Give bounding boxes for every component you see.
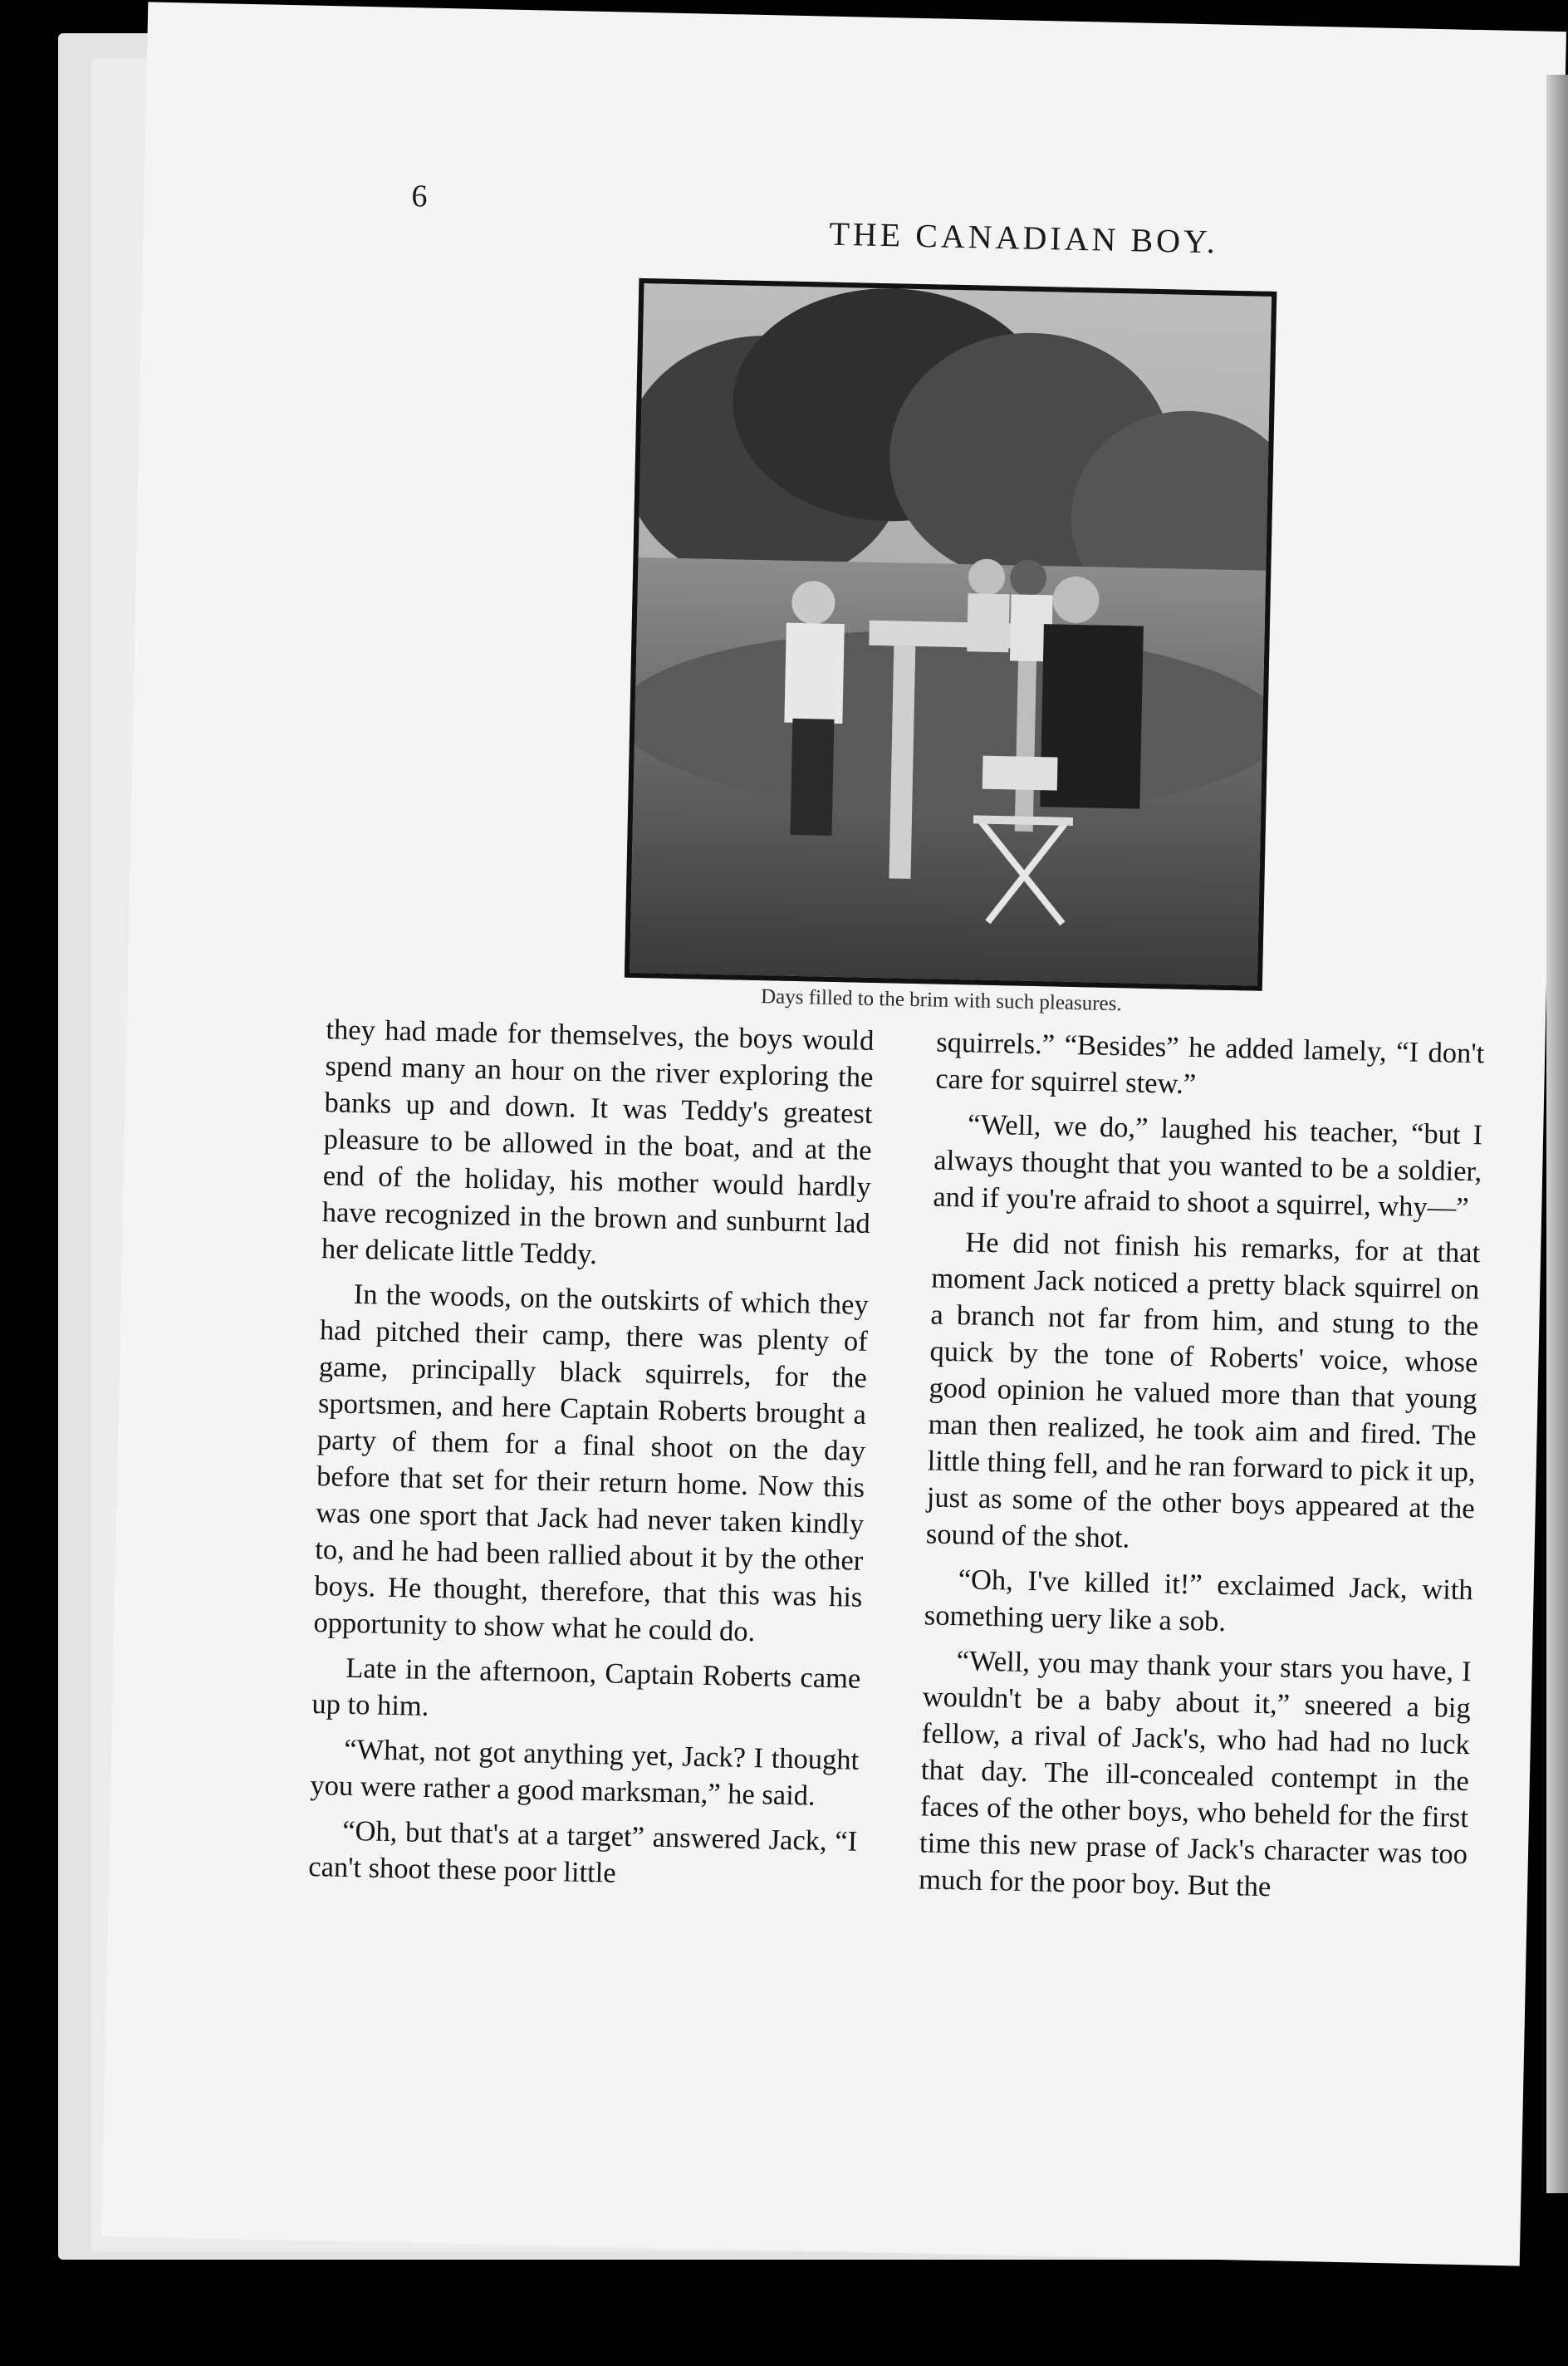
- magazine-page: [101, 2, 1566, 2265]
- paragraph: In the woods, on the outskirts of which they had pitched their camp, there was plenty of game, principally black squirrels, for the sportsmen, and here Captain Roberts brought a party of them for a final shoot on the day before that set for their return home. Now this was one sport that Jack had never taken kindly to, and he had been rallied about it by the other boys. He thought, therefore, that this was his opportunity to show what he could do.: [313, 1278, 870, 1648]
- paragraph: squirrels.” “Besides” he added lamely, “I don't care for squirrel stew.”: [935, 1026, 1485, 1101]
- text-column-left: [308, 1011, 875, 1905]
- paragraph: Late in the afternoon, Captain Roberts came up to him.: [311, 1652, 861, 1722]
- page-edge-shadow: [1546, 75, 1568, 2193]
- text-column-right: [919, 1024, 1485, 1918]
- paragraph: “Oh, I've killed it!” exclaimed Jack, with something uery like a sob.: [924, 1563, 1474, 1638]
- page-number: 6: [411, 179, 429, 214]
- photo-caption: Days filled to the brim with such pleasures.: [760, 985, 1122, 1016]
- photograph: [625, 278, 1276, 991]
- paragraph: “What, not got anything yet, Jack? I thought you were rather a good marksman,” he said.: [310, 1733, 860, 1812]
- paragraph: “Well, we do,” laughed his teacher, “but I always thought that you wanted to be a soldier, and if you're afraid to shoot a squirrel, why—”: [933, 1108, 1483, 1225]
- picnic-photo-illustration: [630, 283, 1272, 986]
- paragraph: “Well, you may thank your stars you have, I wouldn't be a baby about it,” sneered a big fellow, a rival of Jack's, who had had no luck that day. The ill-concealed contempt in the faces of the other boys, who beheld for the first time this new prase of Jack's character was too much for the poor boy. But the: [918, 1645, 1472, 1903]
- paragraph: He did not finish his remarks, for at that moment Jack noticed a pretty black squirrel on a branch not far from him, and stung to the quick by the tone of Roberts' voice, whose good opinion he valued more than that young man then realized, he took aim and fired. The little thing fell, and he ran forward to pick it up, just as some of the other boys appeared at the sound of the shot.: [925, 1226, 1481, 1554]
- running-title: THE CANADIAN BOY.: [829, 214, 1219, 261]
- paragraph: “Oh, but that's at a target” answered Jack, “I can't shoot these poor little: [307, 1814, 858, 1889]
- paragraph: they had made for themselves, the boys would spend many an hour on the river exploring the banks up and down. It was Teddy's greatest pleasure to be allowed in the boat, and at the end of the holiday, his mother would hardly have recognized in the brown and sunburnt lad her delicate little Teddy.: [321, 1014, 875, 1271]
